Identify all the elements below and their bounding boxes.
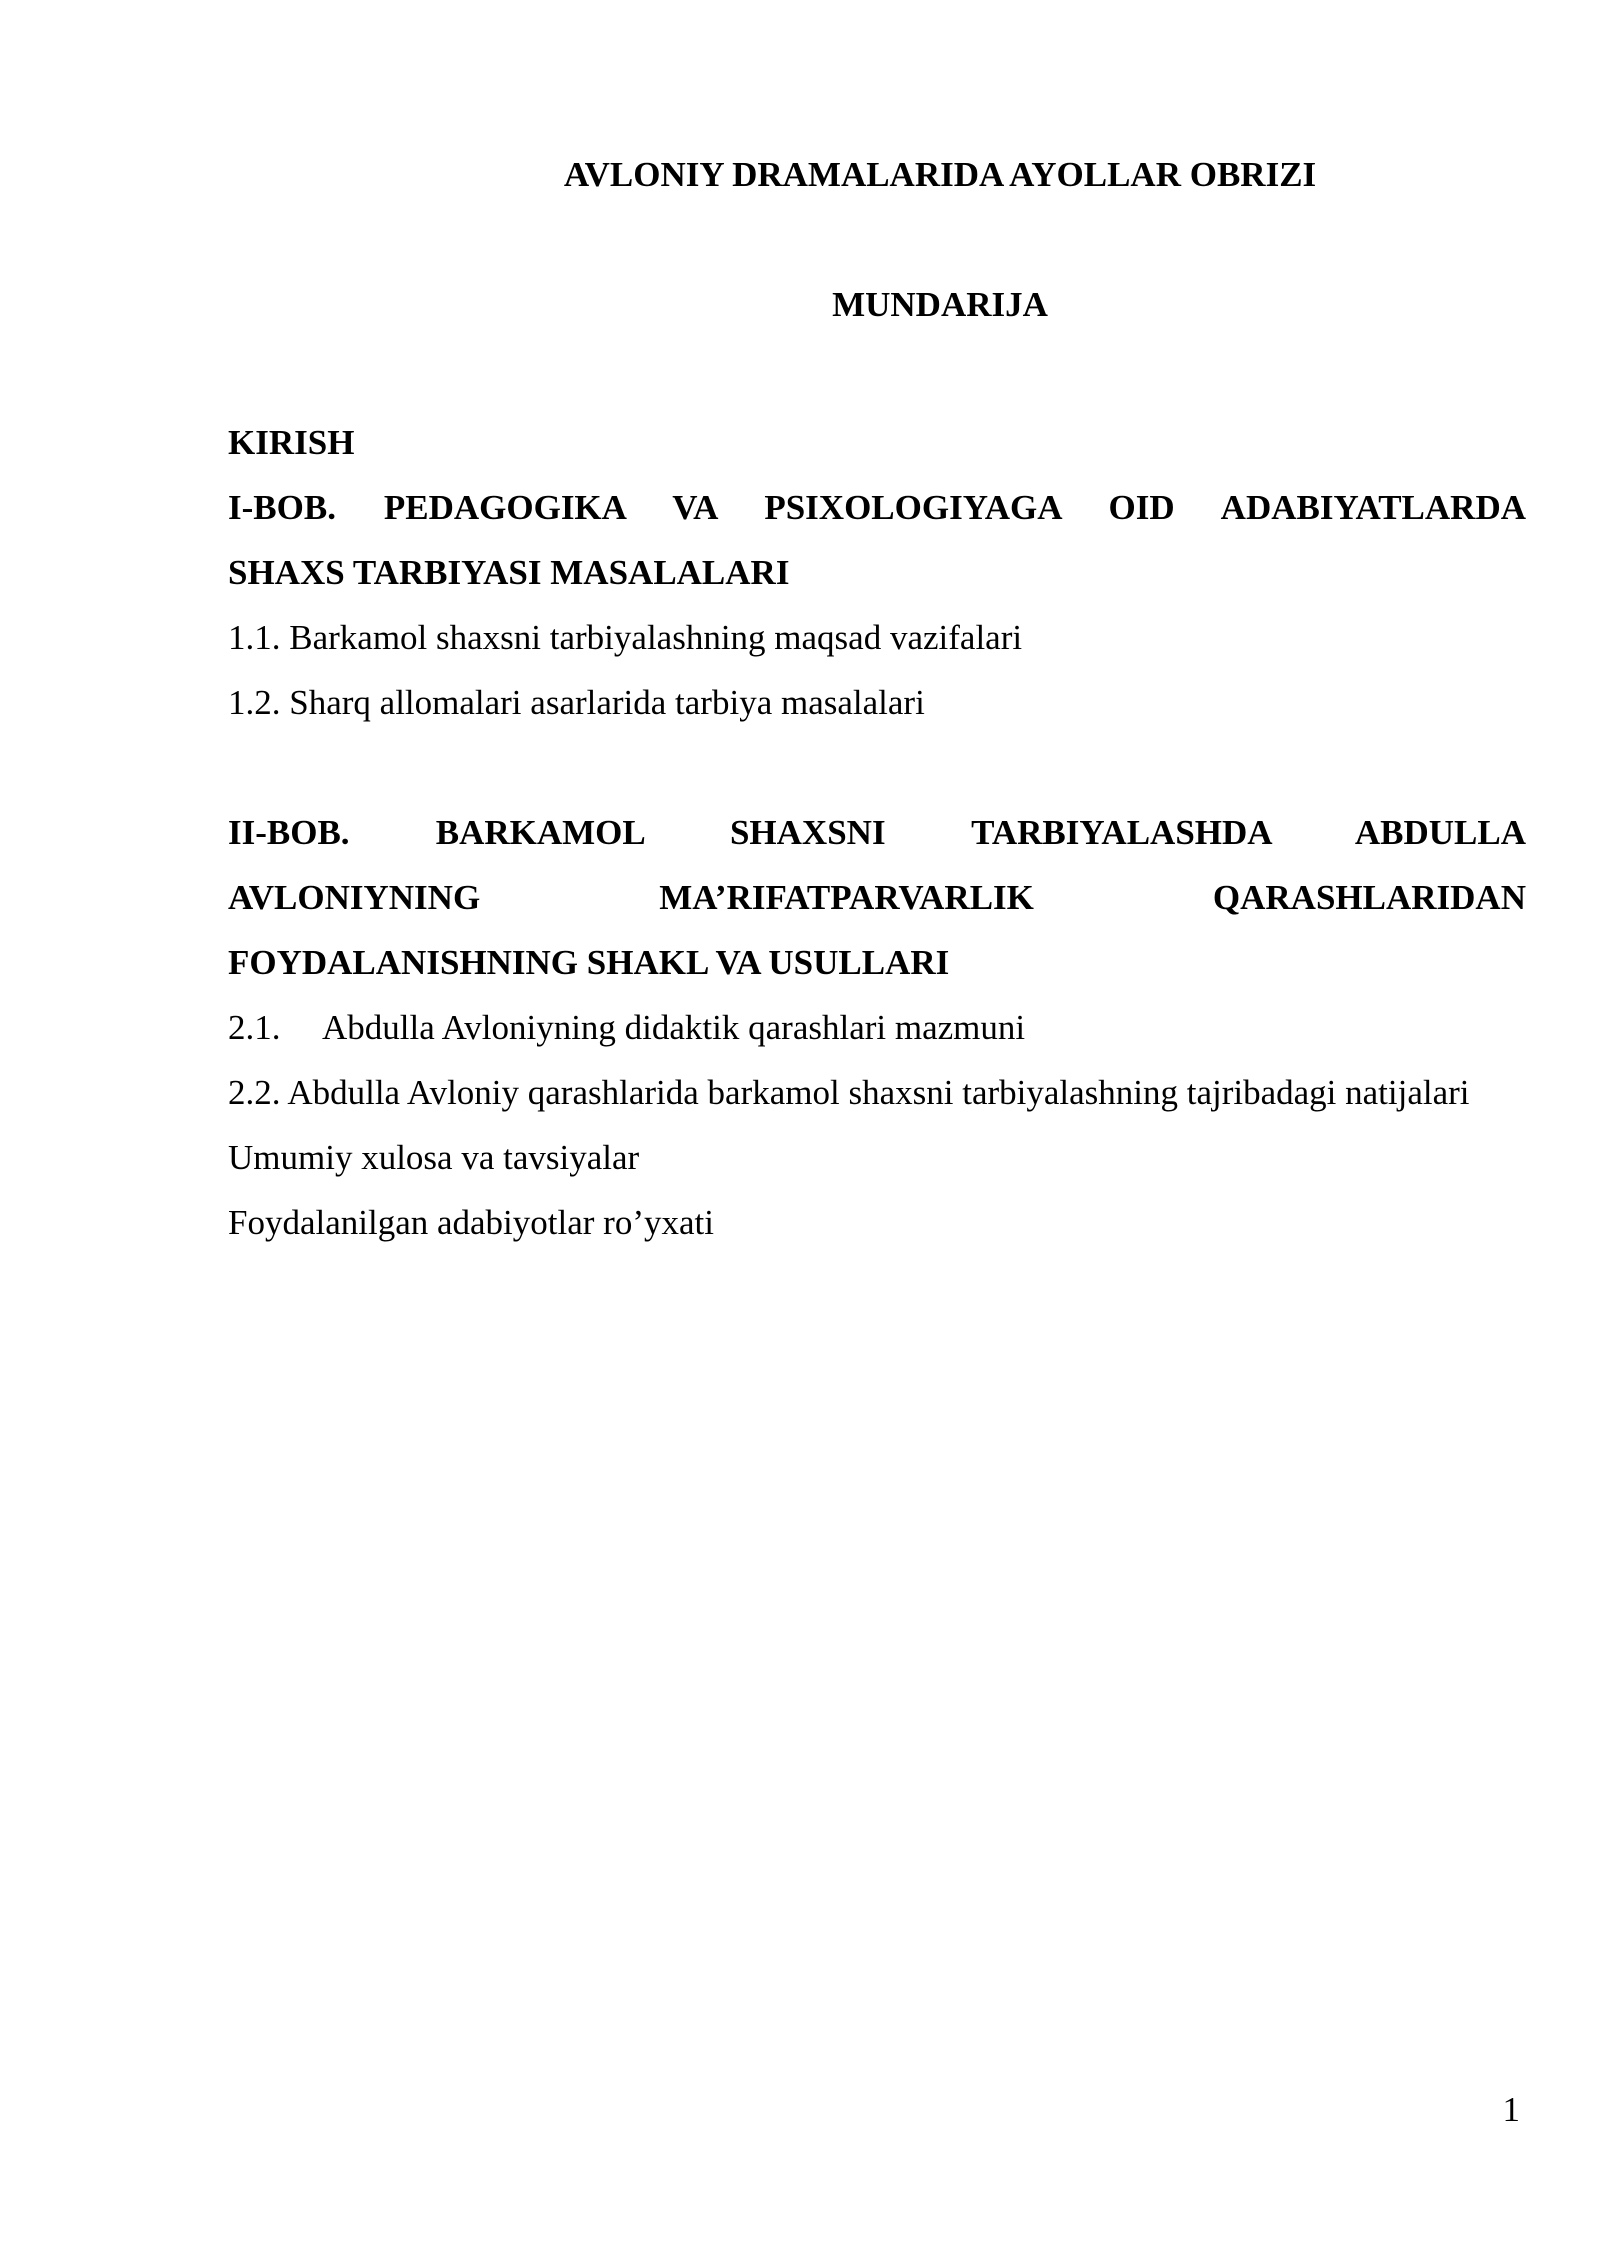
page-number: 1 — [1502, 2090, 1520, 2129]
table-of-contents — [228, 410, 1526, 1255]
document-title: AVLONIY DRAMALARIDA AYOLLAR OBRIZI — [563, 155, 1317, 194]
toc-conclusion: Umumiy xulosa va tavsiyalar — [228, 1138, 640, 1177]
toc-section-1-2: 1.2. Sharq allomalari asarlarida tarbiya masalalari — [228, 683, 925, 722]
toc-chapter1-line2: SHAXS TARBIYASI MASALALARI — [228, 553, 790, 592]
toc-references: Foydalanilgan adabiyotlar ro’yxati — [228, 1203, 714, 1242]
toc-section-2-1 — [228, 995, 1526, 1060]
toc-section-1-1: 1.1. Barkamol shaxsni tarbiyalashning maqsad vazifalari — [228, 618, 1023, 657]
toc-heading: MUNDARIJA — [832, 285, 1048, 324]
toc-chapter2-line1: II-BOB. BARKAMOL SHAXSNI TARBIYALASHDA ABDULLA — [228, 813, 1526, 852]
toc-section-2-2: 2.2. Abdulla Avloniy qarashlarida barkamol shaxsni tarbiyalashning tajribadagi natijalari — [228, 1073, 1470, 1112]
toc-section-2-1-label: Abdulla Avloniyning didaktik qarashlari mazmuni — [322, 1008, 1026, 1047]
toc-intro: KIRISH — [228, 423, 355, 462]
toc-chapter2-line2: AVLONIYNING MA’RIFATPARVARLIK QARASHLARIDAN — [228, 878, 1526, 917]
toc-chapter2-line3: FOYDALANISHNING SHAKL VA USULLARI — [228, 943, 950, 982]
toc-section-2-1-number: 2.1. — [228, 1008, 281, 1047]
toc-spacer — [228, 735, 1526, 800]
toc-chapter1-line1: I-BOB. PEDAGOGIKA VA PSIXOLOGIYAGA OID ADABIYATLARDA — [228, 488, 1526, 527]
